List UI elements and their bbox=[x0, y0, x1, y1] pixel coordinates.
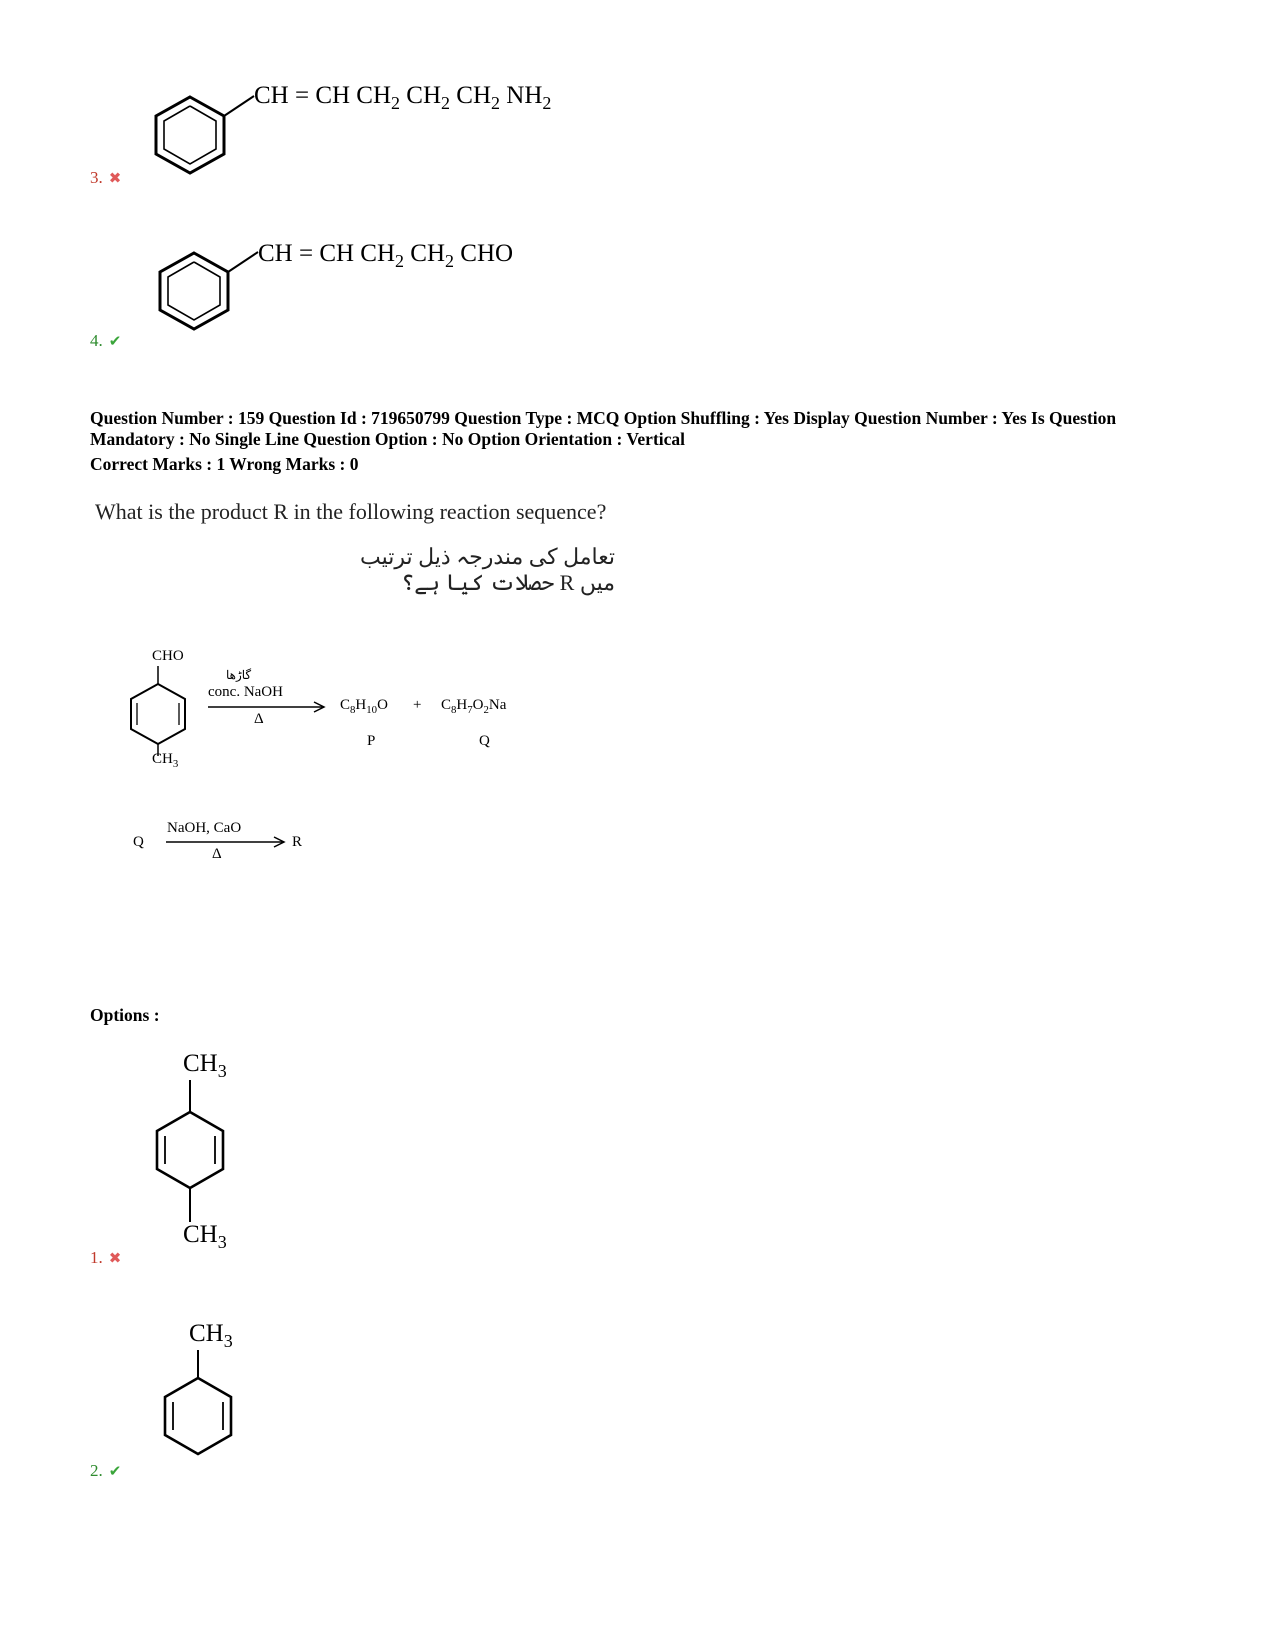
label-p: P bbox=[367, 733, 376, 749]
heat-symbol-2: Δ bbox=[212, 846, 222, 862]
benzene-ring-icon bbox=[160, 1350, 240, 1470]
question-stem-english: What is the product R in the following reaction sequence? bbox=[95, 499, 607, 524]
step2-start-q: Q bbox=[133, 834, 144, 850]
wrong-mark-icon: ✖ bbox=[108, 171, 122, 187]
step2-product-r: R bbox=[292, 834, 303, 850]
option-1-bottom-ch3: $CH_3$ bbox=[183, 1221, 227, 1252]
reactant-ch3-label: $CH_3$ bbox=[152, 751, 179, 770]
benzene-ring-icon bbox=[152, 1080, 232, 1230]
heat-symbol: Δ bbox=[254, 711, 264, 727]
wrong-mark-icon: ✖ bbox=[108, 1251, 122, 1267]
option-2-top-ch3: $CH_3$ bbox=[189, 1320, 233, 1351]
plus-sign: + bbox=[413, 697, 422, 713]
option-4-substituent: CH = CH $CH_2$ $CH_2$ CHO bbox=[258, 240, 514, 271]
benzene-ring-icon bbox=[154, 248, 244, 338]
reagent-conc-naoh: conc. NaOH bbox=[208, 684, 283, 700]
option-4-number: 4. ✔ bbox=[90, 331, 122, 350]
benzene-ring-icon bbox=[150, 92, 240, 182]
reaction-arrow-icon bbox=[166, 836, 288, 848]
option-1-top-ch3: $CH_3$ bbox=[183, 1050, 227, 1081]
option-3-number: 3. ✖ bbox=[90, 168, 122, 187]
reagent-urdu-label: گاڑھا bbox=[226, 668, 252, 682]
label-q: Q bbox=[479, 733, 490, 749]
reactant-cho-label: CHO bbox=[152, 648, 184, 664]
question-marks: Correct Marks : 1 Wrong Marks : 0 bbox=[90, 454, 359, 474]
product-p-formula: $C_8H_{10}O$ bbox=[340, 697, 388, 716]
correct-mark-icon: ✔ bbox=[108, 334, 122, 350]
question-meta: Question Number : 159 Question Id : 719650799 Question Type : MCQ Option Shuffling : Yes Display Question Number : Yes Is Question Mandatory : No Single Line Question Option : No Option Orientation : Vertical bbox=[90, 408, 1117, 449]
correct-mark-icon: ✔ bbox=[108, 1464, 122, 1480]
option-1-number: 1. ✖ bbox=[90, 1248, 122, 1267]
product-q-formula: $C_8H_7O_2Na$ bbox=[441, 697, 507, 716]
option-2-number: 2. ✔ bbox=[90, 1461, 122, 1480]
options-label: Options : bbox=[90, 1005, 160, 1025]
question-stem-urdu: تعامل کی مندرجہ ذیل ترتیب میں R حصلات کیا ہے؟ bbox=[360, 544, 615, 595]
option-3-substituent: CH = CH $CH_2$ $CH_2$ $CH_2$ $NH_2$ bbox=[254, 82, 552, 113]
reaction-arrow-icon bbox=[208, 701, 328, 713]
reagent-naoh-cao: NaOH, CaO bbox=[167, 820, 242, 836]
